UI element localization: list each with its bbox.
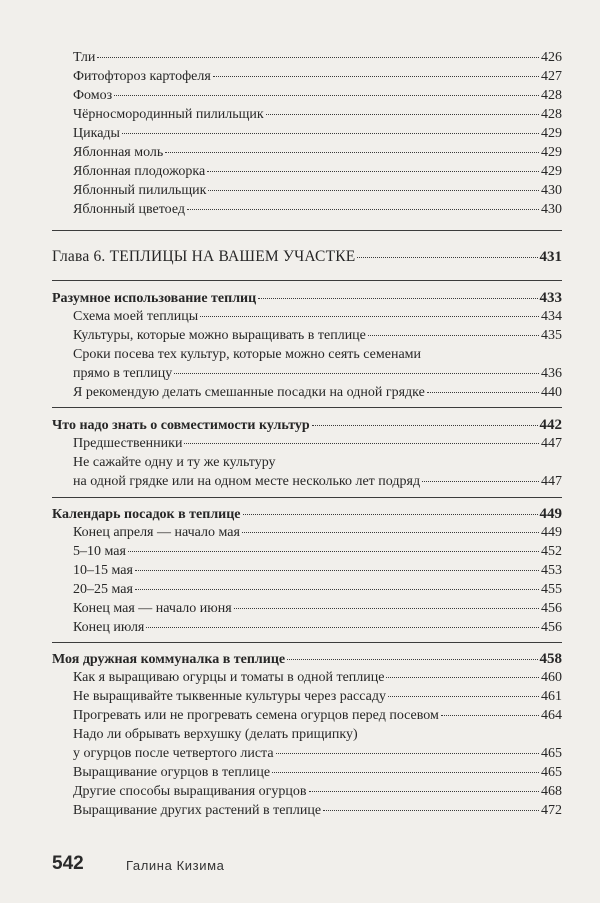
toc-entry-page: 452 — [541, 544, 562, 559]
leader-dots — [258, 298, 537, 299]
toc-entry — [73, 620, 562, 636]
section-page: 442 — [539, 417, 562, 433]
leader-dots — [242, 532, 539, 533]
toc-entry-page: 435 — [541, 328, 562, 343]
toc-entry-page: 430 — [541, 183, 562, 198]
toc-entry — [73, 544, 562, 560]
toc-entry — [73, 784, 562, 800]
toc-entry-title: Фитофтороз картофеля — [73, 69, 211, 84]
toc-entry-title: Цикады — [73, 126, 120, 141]
leader-dots — [146, 627, 539, 628]
chapter-title: Глава 6. ТЕПЛИЦЫ НА ВАШЕМ УЧАСТКЕ — [52, 248, 356, 265]
toc-entry-title: Предшественники — [73, 436, 183, 451]
toc-entry-page: 428 — [541, 107, 562, 122]
leader-dots — [234, 608, 539, 609]
toc-entry-title: Прогревать или не прогревать семена огурцов перед посевом — [73, 708, 439, 723]
toc-entry-title: Другие способы выращивания огурцов — [73, 784, 307, 799]
toc-section-heading — [52, 651, 562, 668]
leader-dots — [323, 810, 539, 811]
leader-dots — [165, 152, 539, 153]
section-title: Календарь посадок в теплице — [52, 507, 241, 522]
toc-entry-title-line1: Сроки посева тех культур, которые можно сеять семенами — [73, 347, 422, 362]
toc-entry-page: 456 — [541, 620, 562, 635]
toc-entry-title-line1: Не сажайте одну и ту же культуру — [73, 455, 276, 470]
toc-entry-page: 461 — [541, 689, 562, 704]
leader-dots — [266, 114, 539, 115]
leader-dots — [187, 209, 539, 210]
toc-entry-title: Фомоз — [73, 88, 113, 103]
leader-dots — [207, 171, 539, 172]
leader-dots — [184, 443, 539, 444]
toc-entry-title: Тли — [73, 50, 96, 65]
leader-dots — [388, 696, 539, 697]
leader-dots — [276, 753, 539, 754]
running-footer-author: Галина Кизима — [126, 858, 225, 873]
leader-dots — [135, 589, 539, 590]
toc-entry-page: 472 — [541, 803, 562, 818]
toc-entry-title: Конец мая — начало июня — [73, 601, 232, 616]
section-title: Что надо знать о совместимости культур — [52, 418, 310, 433]
toc-entry — [73, 436, 562, 452]
toc-entry-title: Конец июля — [73, 620, 145, 635]
toc-entry — [73, 746, 562, 762]
toc-entry — [73, 689, 562, 705]
toc-entry — [73, 88, 562, 104]
section-page: 458 — [539, 651, 562, 667]
toc-entry-title: у огурцов после четвертого листа — [73, 746, 274, 761]
toc-section-heading — [52, 506, 562, 523]
toc-entry — [73, 708, 562, 724]
toc-entry — [73, 202, 562, 218]
toc-entry-title: Яблонная моль — [73, 145, 164, 160]
toc-entry — [73, 582, 562, 598]
separator-line — [52, 280, 562, 281]
section-title: Моя дружная коммуналка в теплице — [52, 652, 286, 667]
toc-entry — [73, 183, 562, 199]
leader-dots — [386, 677, 539, 678]
leader-dots — [208, 190, 539, 191]
toc-entry-title: на одной грядке или на одном месте несколько лет подряд — [73, 474, 421, 489]
toc-entry-title: 10–15 мая — [73, 563, 133, 578]
toc-entry-title: 5–10 мая — [73, 544, 126, 559]
toc-entry-title: Чёрносмородинный пилильщик — [73, 107, 264, 122]
toc-entry-title: Как я выращиваю огурцы и томаты в одной теплице — [73, 670, 385, 685]
toc-entry-title: Выращивание других растений в теплице — [73, 803, 322, 818]
toc-entry — [73, 385, 562, 401]
toc-entry — [73, 366, 562, 382]
toc-entry-title: Яблонный цветоед — [73, 202, 185, 217]
toc-entry-title: 20–25 мая — [73, 582, 133, 597]
chapter-page: 431 — [539, 249, 562, 265]
toc-entry-title: Выращивание огурцов в теплице — [73, 765, 271, 780]
toc-entry-page: 465 — [541, 765, 562, 780]
toc-entry — [73, 328, 562, 344]
leader-dots — [97, 57, 539, 58]
toc-entry-page: 428 — [541, 88, 562, 103]
toc-entry-page: 465 — [541, 746, 562, 761]
toc-entry — [73, 69, 562, 85]
toc-entry — [73, 164, 562, 180]
toc-entry-page: 434 — [541, 309, 562, 324]
toc-entry — [73, 107, 562, 123]
leader-dots — [357, 257, 537, 258]
separator-line — [52, 497, 562, 498]
toc-entry-page: 447 — [541, 436, 562, 451]
toc-entry-page: 430 — [541, 202, 562, 217]
toc-entry-page: 426 — [541, 50, 562, 65]
leader-dots — [135, 570, 539, 571]
leader-dots — [368, 335, 539, 336]
toc-entry — [73, 765, 562, 781]
toc-entry-page: 456 — [541, 601, 562, 616]
leader-dots — [128, 551, 539, 552]
toc-entry — [73, 563, 562, 579]
section-title: Разумное использование теплиц — [52, 291, 257, 306]
toc-entry — [73, 126, 562, 142]
toc-section-heading — [52, 290, 562, 307]
toc-entry-page: 429 — [541, 145, 562, 160]
separator-line — [52, 642, 562, 643]
leader-dots — [309, 791, 539, 792]
leader-dots — [243, 514, 538, 515]
toc-entry — [73, 474, 562, 490]
toc-entry — [73, 50, 562, 66]
section-page: 449 — [539, 506, 562, 522]
toc-entry — [73, 525, 562, 541]
leader-dots — [427, 392, 539, 393]
leader-dots — [441, 715, 539, 716]
toc-entry-page: 464 — [541, 708, 562, 723]
leader-dots — [114, 95, 539, 96]
separator-line — [52, 407, 562, 408]
toc-entry — [73, 670, 562, 686]
toc-entry-page: 468 — [541, 784, 562, 799]
leader-dots — [422, 481, 539, 482]
toc-entry — [73, 601, 562, 617]
toc-entry-page: 453 — [541, 563, 562, 578]
toc-entry-page: 455 — [541, 582, 562, 597]
leader-dots — [122, 133, 539, 134]
leader-dots — [213, 76, 539, 77]
leader-dots — [272, 772, 539, 773]
toc-entry-page: 427 — [541, 69, 562, 84]
toc-entry-page: 436 — [541, 366, 562, 381]
toc-entry — [73, 803, 562, 819]
toc-entry-title: Не выращивайте тыквенные культуры через рассаду — [73, 689, 386, 704]
toc-entry-page: 447 — [541, 474, 562, 489]
leader-dots — [312, 425, 538, 426]
toc-entry-title: Яблонный пилильщик — [73, 183, 207, 198]
toc-entry-title: Яблонная плодожорка — [73, 164, 206, 179]
toc-entry — [73, 309, 562, 325]
separator-line — [52, 230, 562, 231]
toc-entry-page: 449 — [541, 525, 562, 540]
toc-entry-page: 429 — [541, 164, 562, 179]
toc-section-heading — [52, 417, 562, 434]
toc-entry-page: 429 — [541, 126, 562, 141]
toc-entry-title: прямо в теплицу — [73, 366, 173, 381]
section-page: 433 — [539, 290, 562, 306]
leader-dots — [200, 316, 539, 317]
toc-entry-page: 440 — [541, 385, 562, 400]
leader-dots — [174, 373, 539, 374]
toc-chapter — [52, 248, 562, 266]
leader-dots — [287, 659, 537, 660]
toc-entry-title: Культуры, которые можно выращивать в теплице — [73, 328, 366, 343]
toc-entry-title: Конец апреля — начало мая — [73, 525, 240, 540]
page-number: 542 — [52, 853, 84, 874]
toc-entry-title: Я рекомендую делать смешанные посадки на одной грядке — [73, 385, 425, 400]
toc-entry — [73, 145, 562, 161]
toc-entry-page: 460 — [541, 670, 562, 685]
toc-entry-title: Схема моей теплицы — [73, 309, 199, 324]
toc-entry-title-line1: Надо ли обрывать верхушку (делать прищипку) — [73, 727, 358, 742]
